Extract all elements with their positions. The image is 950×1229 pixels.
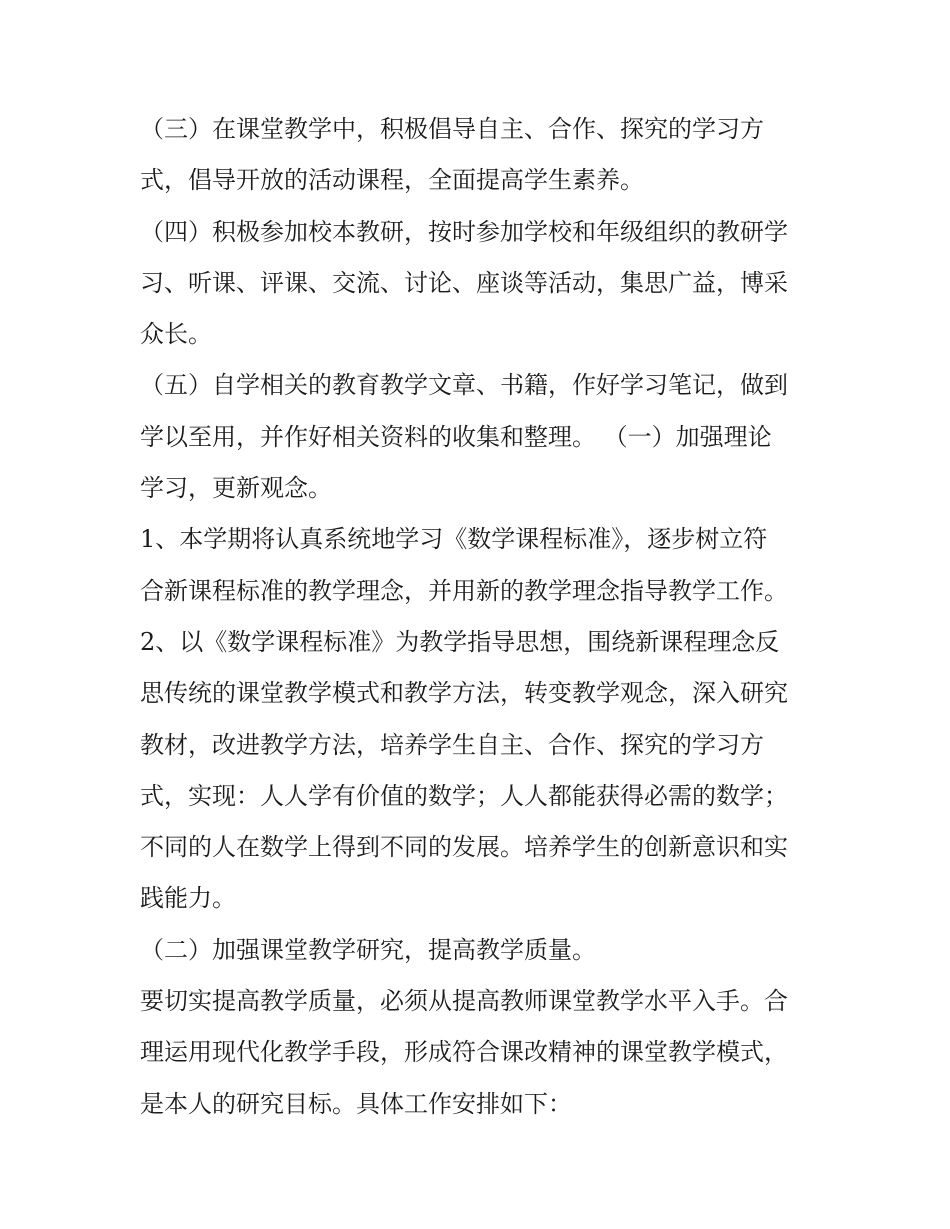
text-line: 不同的人在数学上得到不同的发展。培养学生的创新意识和实: [140, 833, 788, 862]
text-line: 合新课程标准的教学理念，并用新的教学理念指导教学工作。: [140, 576, 788, 605]
paragraph-item-1-curriculum-standard: [140, 514, 820, 617]
text-line: 践能力。: [140, 884, 236, 913]
text-line: （四）积极参加校本教研，按时参加学校和年级组织的教研学: [140, 217, 788, 246]
text-line: 是本人的研究目标。具体工作安排如下：: [140, 1089, 572, 1118]
text-line: 1、本学期将认真系统地学习《数学课程标准》，逐步树立符: [140, 525, 768, 554]
text-line: 教材，改进教学方法，培养学生自主、合作、探究的学习方: [140, 730, 764, 759]
text-line: （二）加强课堂教学研究，提高教学质量。: [140, 935, 596, 964]
text-line: 习、听课、评课、交流、讨论、座谈等活动，集思广益，博采: [140, 268, 788, 297]
text-line: 式，倡导开放的活动课程，全面提高学生素养。: [140, 166, 644, 195]
paragraph-4-school-research: [140, 207, 820, 361]
text-line: （五）自学相关的教育教学文章、书籍，作好学习笔记，做到: [140, 371, 788, 400]
paragraph-5-self-study: [140, 360, 820, 514]
text-line: 学习，更新观念。: [140, 474, 332, 503]
paragraph-3-classroom-teaching: [140, 104, 820, 207]
paragraph-item-2-teaching-guidance: [140, 617, 820, 925]
text-line: 2、以《数学课程标准》为教学指导思想，围绕新课程理念反: [140, 627, 780, 656]
text-line: 学以至用，并作好相关资料的收集和整理。 （一）加强理论: [140, 422, 772, 451]
section-heading-2-classroom-research: [140, 925, 820, 976]
document-body: [140, 104, 820, 1130]
text-line: 式，实现：人人学有价值的数学；人人都能获得必需的数学；: [140, 781, 788, 810]
text-line: 思传统的课堂教学模式和教学方法，转变教学观念，深入研究: [140, 679, 788, 708]
paragraph-teaching-quality: [140, 976, 820, 1130]
text-line: 众长。: [140, 320, 212, 349]
text-line: （三）在课堂教学中，积极倡导自主、合作、探究的学习方: [140, 115, 764, 143]
text-line: 要切实提高教学质量，必须从提高教师课堂教学水平入手。合: [140, 987, 788, 1016]
text-line: 理运用现代化教学手段，形成符合课改精神的课堂教学模式，: [140, 1038, 788, 1067]
